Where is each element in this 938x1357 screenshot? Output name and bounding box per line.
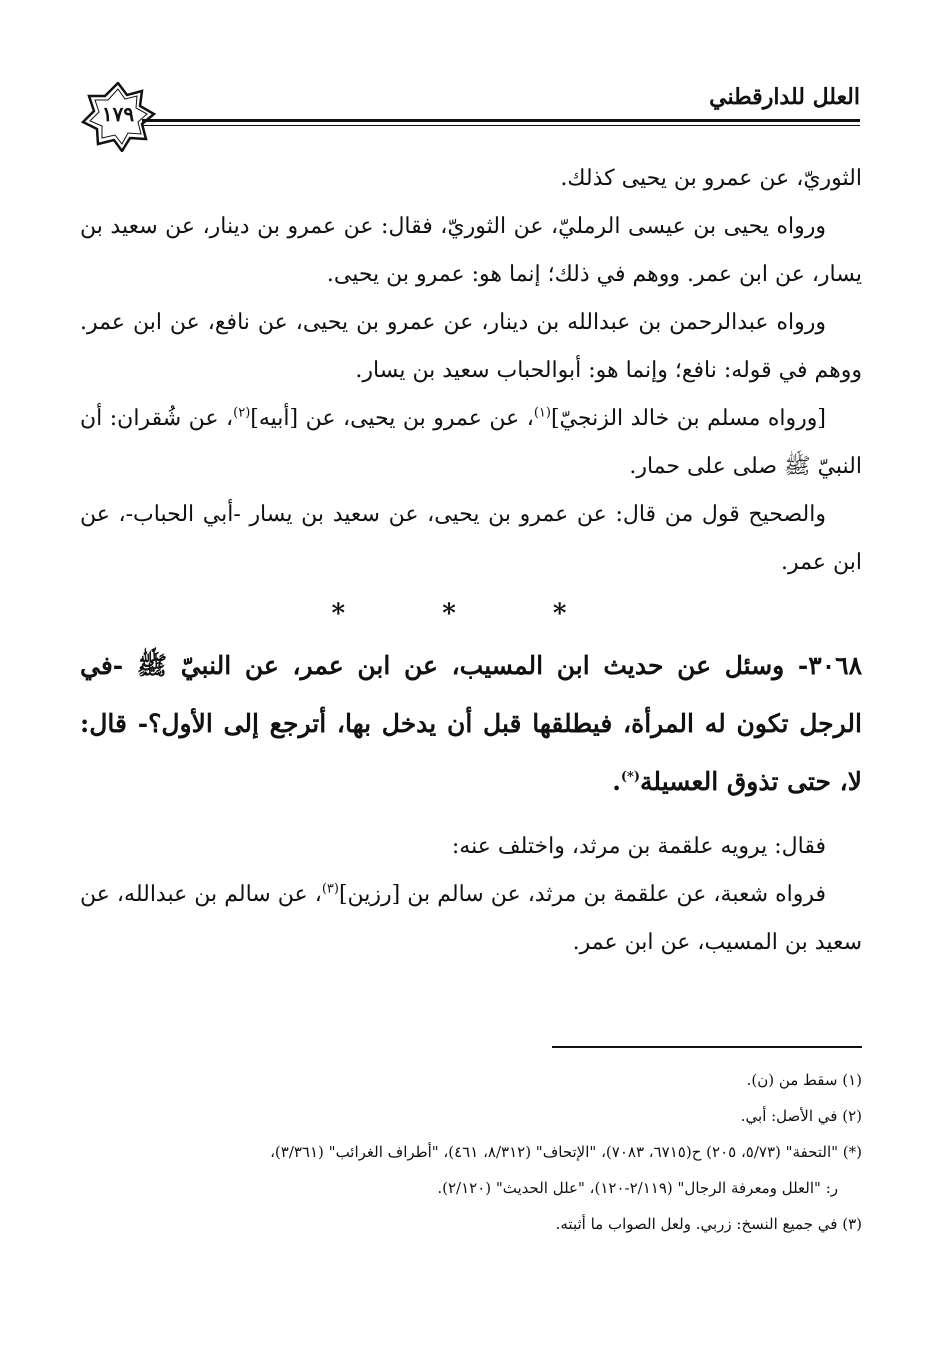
header-rule-thick <box>142 119 860 122</box>
paragraph-5: والصحيح قول من قال: عن عمرو بن يحيى، عن سعيد بن يسار -أبي الحباب-، عن ابن عمر. <box>80 502 862 575</box>
question-heading <box>80 637 862 811</box>
paragraph-4-part-a: [ورواه مسلم بن خالد الزنجيّ] <box>550 406 826 431</box>
footnote-star-line-1: (*) "التحفة" (٥/٧٣، ٢٠٥) ح(٦٧١٥، ٧٠٨٣)، "الإتحاف" (٨/٣١٢، ٤٦١)، "أطراف الغرائب" (٣/٣٦١)، <box>270 1143 862 1161</box>
footnote-1: (١) سقط من (ن). <box>746 1071 862 1089</box>
paragraph-4-part-b: ، عن عمرو بن يحيى، عن [أبيه] <box>250 406 534 431</box>
paragraph-4 <box>80 395 862 491</box>
running-title: العلل للدارقطني <box>709 84 860 110</box>
question-end: . <box>612 767 621 796</box>
page-number: ١٧٩ <box>101 102 135 126</box>
paragraph-1: الثوريّ، عن عمرو بن يحيى كذلك. <box>560 166 862 191</box>
paragraph-7-part-a: فرواه شعبة، عن علقمة بن مرثد، عن سالم بن [رزين] <box>338 882 826 907</box>
footnote-ref-3: (٣) <box>321 881 339 897</box>
section-separator: * * * <box>331 599 611 629</box>
paragraph-7-part-b: ، عن سالم بن عبدالله، عن سعيد بن المسيب، عن ابن عمر. <box>80 882 862 955</box>
header-rule-thin <box>142 125 860 126</box>
page-header <box>80 82 860 152</box>
main-text <box>80 155 862 967</box>
footnote-star-line-2: ر: "العلل ومعرفة الرجال" (٢/١١٩-١٢٠)، "علل الحديث" (٢/١٢٠). <box>437 1179 838 1197</box>
footnote-3: (٣) في جميع النسخ: زربي. ولعل الصواب ما أثبته. <box>555 1215 862 1233</box>
paragraph-6: فقال: يرويه علقمة بن مرثد، واختلف عنه: <box>451 834 826 859</box>
paragraph-4-part-c: ، عن شُقران: أن النبيّ ﷺ صلى على حمار. <box>80 406 862 479</box>
footnotes <box>80 1062 862 1242</box>
footnote-separator <box>552 1046 862 1048</box>
footnote-ref-star: (*) <box>620 769 641 785</box>
question-text: ٣٠٦٨- وسئل عن حديث ابن المسيب، عن ابن عمر، عن النبيّ ﷺ -في الرجل تكون له المرأة، فيطلقها قبل أن يدخل بها، أترجع إلى الأول؟- قال: لا، حتى تذوق العسيلة <box>80 651 862 796</box>
paragraph-2: ورواه يحيى بن عيسى الرمليّ، عن الثوريّ، فقال: عن عمرو بن دينار، عن سعيد بن يسار، عن ابن عمر. ووهم في ذلك؛ إنما هو: عمرو بن يحيى. <box>80 214 862 287</box>
footnote-2: (٢) في الأصل: أبي. <box>740 1107 862 1125</box>
footnote-ref-2: (٢) <box>233 405 251 421</box>
page-number-badge <box>80 82 156 152</box>
footnote-ref-1: (١) <box>533 405 551 421</box>
paragraph-7 <box>80 871 862 967</box>
paragraph-3: ورواه عبدالرحمن بن عبدالله بن دينار، عن عمرو بن يحيى، عن نافع، عن ابن عمر. ووهم في قوله: نافع؛ وإنما هو: أبوالحباب سعيد بن يسار. <box>80 310 862 383</box>
